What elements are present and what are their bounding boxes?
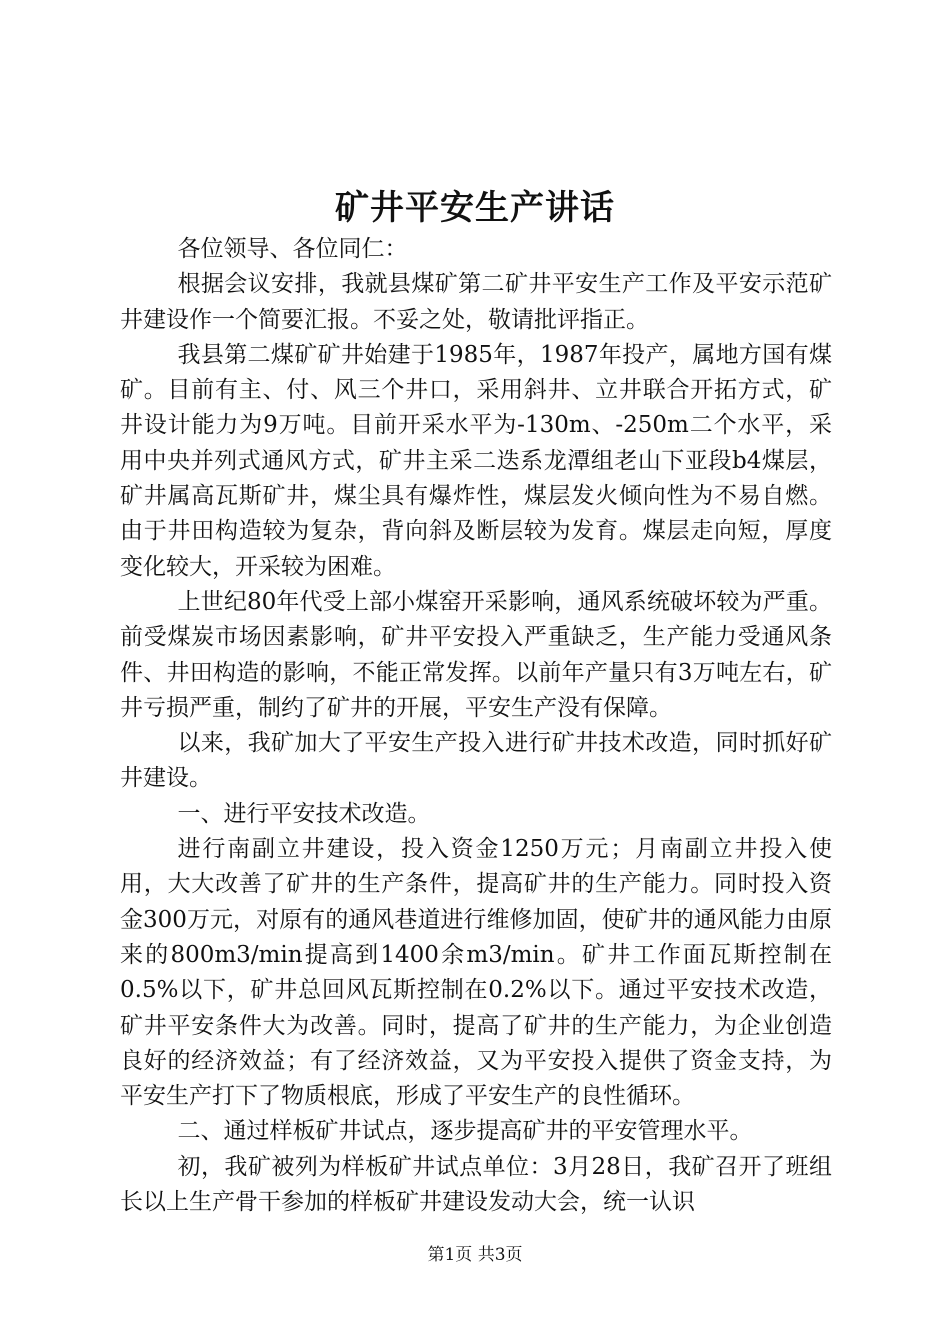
paragraph-mine-overview: 我县第二煤矿矿井始建于1985年，1987年投产，属地方国有煤矿。目前有主、付、风三个井口，采用斜井、立井联合开拓方式，矿井设计能力为9万吨。目前开采水平为-130m、-250m二个水平，采用中央并列式通风方式，矿井主采二迭系龙潭组老山下亚段b4煤层，矿井属高瓦斯矿井，煤尘具有爆炸性，煤层发火倾向性为不易自燃。由于井田构造较为复杂，背向斜及断层较为发育。煤层走向短，厚度变化较大，开采较为困难。 [120, 341, 832, 580]
page-footer: 第1页 共3页 [427, 1245, 523, 1265]
paragraph-investment: 以来，我矿加大了平安生产投入进行矿井技术改造，同时抓好矿井建设。 [120, 730, 832, 792]
section-heading-1: 一、进行平安技术改造。 [177, 800, 431, 827]
paragraph-tech-upgrade: 进行南副立井建设，投入资金1250万元；月南副立井投入使用，大大改善了矿井的生产条件，提高矿井的生产能力。同时投入资金300万元，对原有的通风巷道进行维修加固，使矿井的通风能力由原来的800m3/min提高到1400余m3/min。矿井工作面瓦斯控制在0.5%以下，矿井总回风瓦斯控制在0.2%以下。通过平安技术改造，矿井平安条件大为改善。同时，提高了矿井的生产能力，为企业创造良好的经济效益；有了经济效益，又为平安投入提供了资金支持，为平安生产打下了物质根底，形成了平安生产的良性循环。 [120, 836, 832, 1110]
document-title: 矿井平安生产讲话 [335, 188, 615, 228]
section-heading-2: 二、通过样板矿井试点，逐步提高矿井的平安管理水平。 [177, 1118, 753, 1145]
paragraph-intro: 根据会议安排，我就县煤矿第二矿井平安生产工作及平安示范矿井建设作一个简要汇报。不妥之处，敬请批评指正。 [120, 271, 832, 333]
paragraph-pilot: 初，我矿被列为样板矿井试点单位：3月28日，我矿召开了班组长以上生产骨干参加的样板矿井建设发动大会，统一认识 [120, 1153, 832, 1216]
document-body [120, 232, 832, 1220]
paragraph-history: 上世纪80年代受上部小煤窑开采影响，通风系统破坏较为严重。前受煤炭市场因素影响，矿井平安投入严重缺乏，生产能力受通风条件、井田构造的影响，不能正常发挥。以前年产量只有3万吨左右，矿井亏损严重，制约了矿井的开展，平安生产没有保障。 [120, 588, 832, 721]
paragraph-salutation: 各位领导、各位同仁： [177, 236, 408, 262]
